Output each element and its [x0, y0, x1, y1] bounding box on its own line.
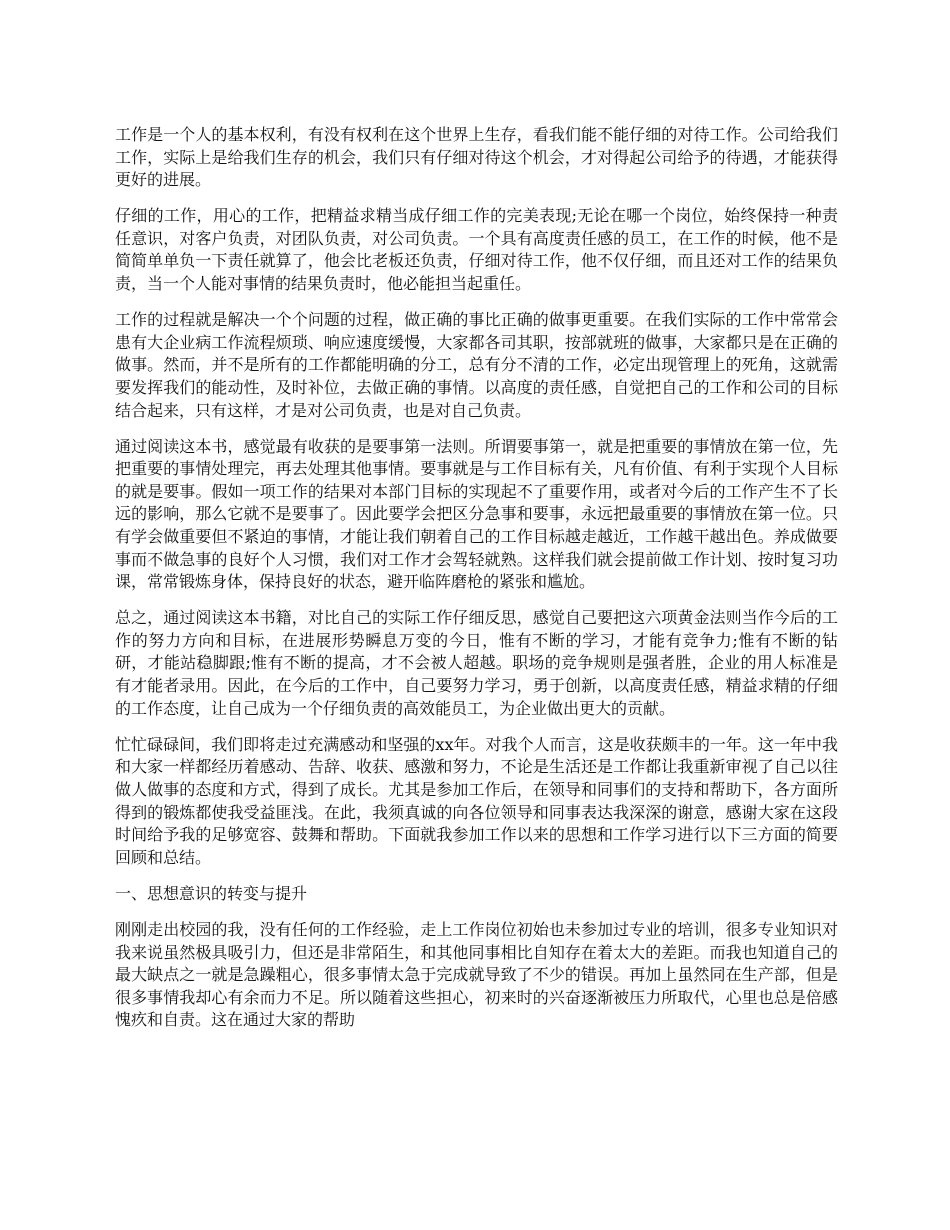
paragraph: 刚刚走出校园的我，没有任何的工作经验，走上工作岗位初始也未参加过专业的培训，很多专业知识对我来说虽然极具吸引力，但还是非常陌生，和其他同事相比自知存在着太大的差距。而我也知道自己的最大缺点之一就是急躁粗心，很多事情太急于完成就导致了不少的错误。再加上虽然同在生产部，但是很多事情我却心有余而力不足。所以随着这些担心，初来时的兴奋逐渐被压力所取代，心里也总是倍感愧疚和自责。这在通过大家的帮助: [115, 919, 838, 1030]
paragraph: 总之，通过阅读这本书籍，对比自己的实际工作仔细反思，感觉自己要把这六项黄金法则当作今后的工作的努力方向和目标，在进展形势瞬息万变的今日，惟有不断的学习，才能有竞争力;惟有不断的钻研，才能站稳脚跟;惟有不断的提高，才不会被人超越。职场的竞争规则是强者胜，企业的用人标准是有才能者录用。因此，在今后的工作中，自己要努力学习，勇于创新，以高度责任感，精益求精的仔细的工作态度，让自己成为一个仔细负责的高效能员工，为企业做出更大的贡献。: [115, 608, 838, 718]
paragraph: 工作是一个人的基本权利，有没有权利在这个世界上生存，看我们能不能仔细的对待工作。公司给我们工作，实际上是给我们生存的机会，我们只有仔细对待这个机会，才对得起公司给予的待遇，才能获得更好的进展。: [115, 125, 838, 190]
paragraph: 通过阅读这本书，感觉最有收获的是要事第一法则。所谓要事第一，就是把重要的事情放在第一位，先把重要的事情处理完，再去处理其他事情。要事就是与工作目标有关，凡有价值、有利于实现个人目标的就是要事。假如一项工作的结果对本部门目标的实现起不了重要作用，或者对今后的工作产生不了长远的影响，那么它就不是要事了。因此要学会把区分急事和要事，永远把最重要的事情放在第一位。只有学会做重要但不紧迫的事情，才能让我们朝着自己的工作目标越走越近，工作越干越出色。养成做要事而不做急事的良好个人习惯，我们对工作才会驾轻就熟。这样我们就会提前做工作计划、按时复习功课，常常锻炼身体，保持良好的状态，避开临阵磨枪的紧张和尴尬。: [115, 436, 838, 592]
section-heading: 一、思想意识的转变与提升: [115, 883, 308, 903]
paragraph: 忙忙碌碌间，我们即将走过充满感动和坚强的xx年。对我个人而言，这是收获颇丰的一年。这一年中我和大家一样都经历着感动、告辞、收获、感激和努力，不论是生活还是工作都让我重新审视了自己以往做人做事的态度和方式，得到了成长。尤其是参加工作后，在领导和同事们的支持和帮助下，各方面所得到的锻炼都使我受益匪浅。在此，我须真诚的向各位领导和同事表达我深深的谢意，感谢大家在这段时间给予我的足够宽容、鼓舞和帮助。下面就我参加工作以来的思想和工作学习进行以下三方面的简要回顾和总结。: [115, 734, 838, 867]
paragraph: 仔细的工作，用心的工作，把精益求精当成仔细工作的完美表现;无论在哪一个岗位，始终保持一种责任意识，对客户负责，对团队负责，对公司负责。一个具有高度责任感的员工，在工作的时候，他不是简简单单负一下责任就算了，他会比老板还负责，仔细对待工作，他不仅仔细，而且还对工作的结果负责，当一个人能对事情的结果负责时，他必能担当起重任。: [115, 206, 838, 294]
document-body: [115, 124, 838, 1045]
paragraph: 工作的过程就是解决一个个问题的过程，做正确的事比正确的做事更重要。在我们实际的工作中常常会患有大企业病工作流程烦琐、响应速度缓慢，大家都各司其职，按部就班的做事，大家都只是在正确的做事。然而，并不是所有的工作都能明确的分工，总有分不清的工作，必定出现管理上的死角，这就需要发挥我们的能动性，及时补位，去做正确的事情。以高度的责任感，自觉把自己的工作和公司的目标结合起来，只有这样，才是对公司负责，也是对自己负责。: [115, 310, 838, 420]
